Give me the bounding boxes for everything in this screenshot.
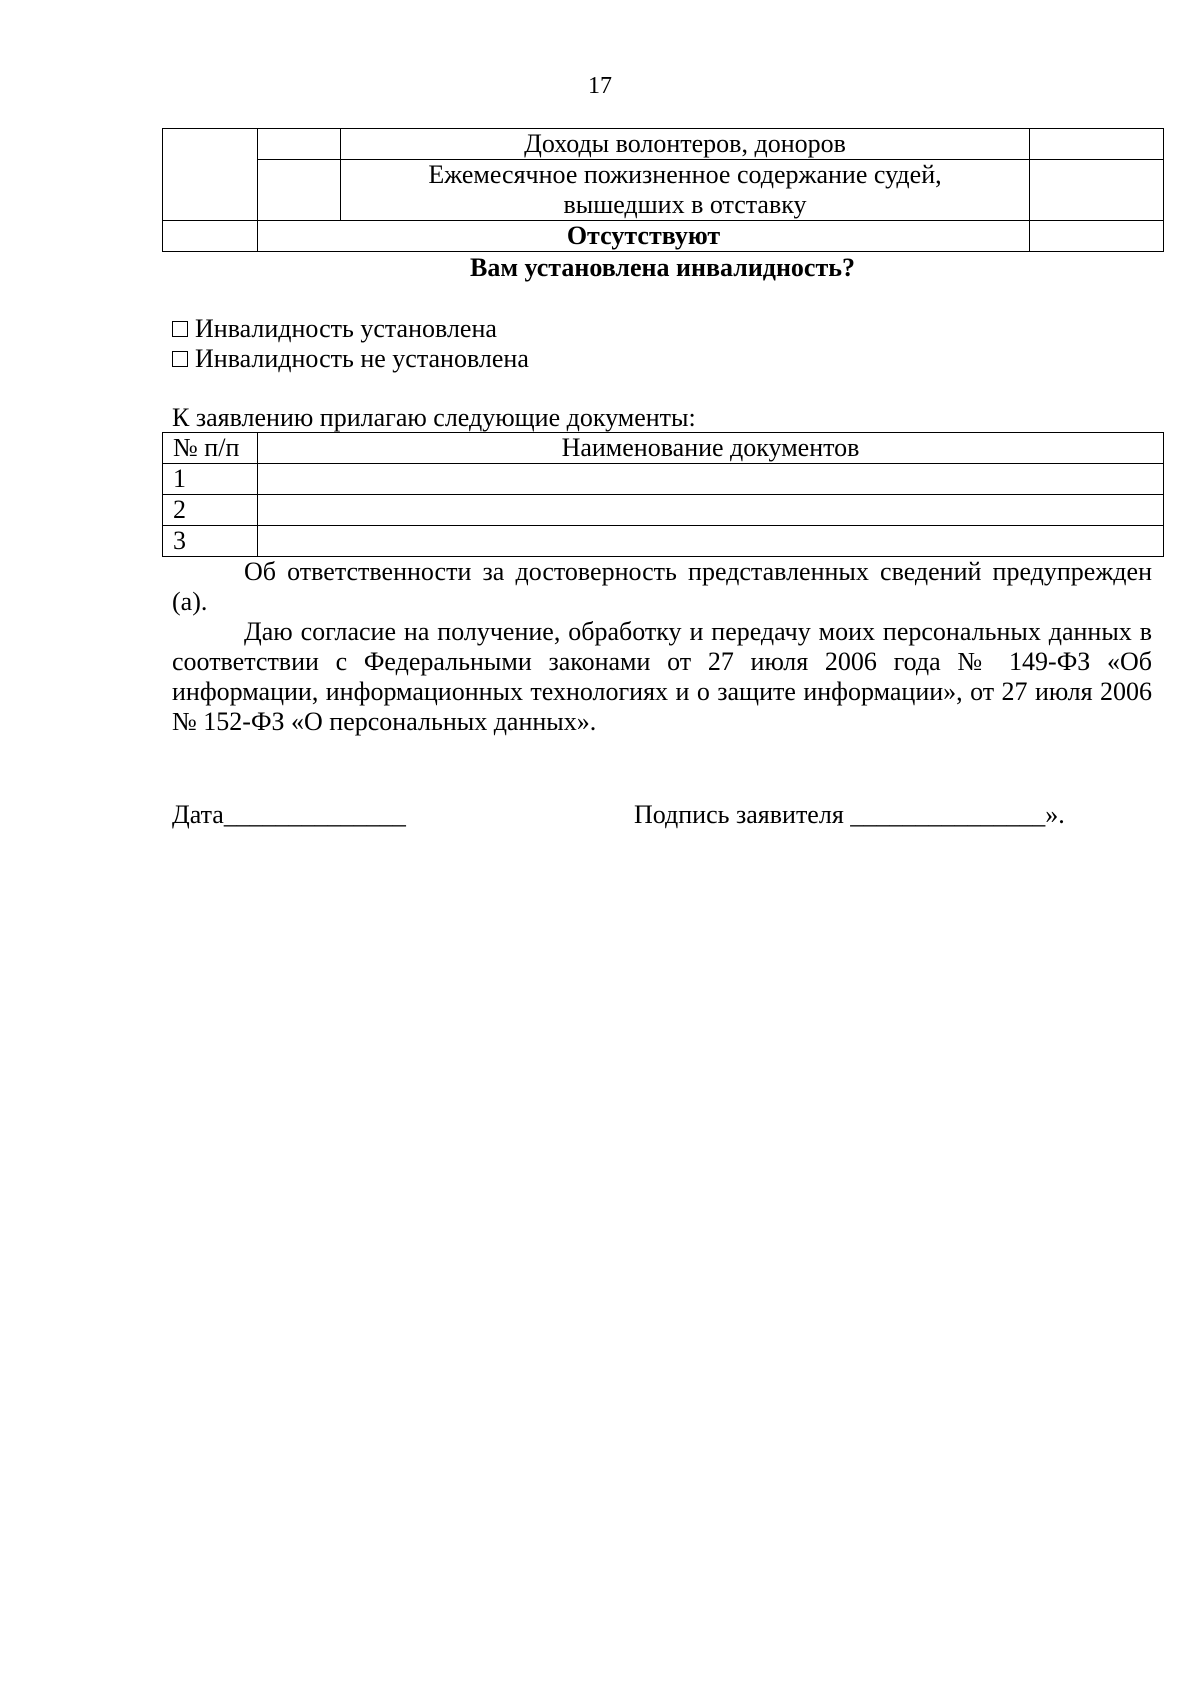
table-cell	[1030, 221, 1164, 252]
checkbox-icon[interactable]	[172, 321, 188, 337]
income-row-label: Доходы волонтеров, доноров	[341, 129, 1030, 160]
table-cell	[258, 160, 341, 221]
table-cell	[1030, 160, 1164, 221]
page-number: 17	[588, 73, 612, 99]
signature-field[interactable]: Подпись заявителя _______________».	[634, 800, 1065, 829]
header-num: № п/п	[163, 433, 258, 464]
disability-question: Вам установлена инвалидность?	[469, 253, 855, 282]
disability-option-established[interactable]	[172, 314, 497, 344]
table-cell	[163, 129, 258, 221]
responsibility-statement: Об ответственности за достоверность представленных сведений предупрежден (а).	[172, 557, 1152, 616]
row-number: 1	[163, 464, 258, 495]
row-number: 3	[163, 526, 258, 557]
table-cell	[163, 221, 258, 252]
header-name: Наименование документов	[258, 433, 1164, 464]
income-row-absent: Отсутствуют	[258, 221, 1030, 252]
income-row-label	[341, 160, 1030, 221]
disability-option-not-established[interactable]	[172, 344, 529, 374]
table-row	[163, 495, 1164, 526]
document-name-cell[interactable]	[258, 495, 1164, 526]
document-name-cell[interactable]	[258, 526, 1164, 557]
income-table	[162, 128, 1164, 252]
table-cell	[258, 129, 341, 160]
table-row	[163, 526, 1164, 557]
option-label: Инвалидность установлена	[195, 314, 497, 343]
table-row	[163, 464, 1164, 495]
documents-table	[162, 432, 1164, 557]
income-row-label-line: вышедших в отставку	[563, 190, 807, 219]
consent-statement: Даю согласие на получение, обработку и передачу моих персональных данных в соответствии с Федеральными законами от 27 июля 2006 года № 149-ФЗ «Об информации, информационных технологиях и о защите информации», от 27 июля 2006 № 152-ФЗ «О персональных данных».	[172, 617, 1152, 736]
table-row	[163, 160, 1164, 221]
table-row	[163, 221, 1164, 252]
checkbox-icon[interactable]	[172, 351, 188, 367]
date-field[interactable]: Дата______________	[172, 800, 406, 829]
table-cell	[1030, 129, 1164, 160]
row-number: 2	[163, 495, 258, 526]
documents-intro: К заявлению прилагаю следующие документы:	[172, 403, 696, 432]
table-header-row	[163, 433, 1164, 464]
income-row-label-line: Ежемесячное пожизненное содержание судей,	[428, 160, 942, 189]
table-row	[163, 129, 1164, 160]
option-label: Инвалидность не установлена	[195, 344, 529, 373]
document-name-cell[interactable]	[258, 464, 1164, 495]
